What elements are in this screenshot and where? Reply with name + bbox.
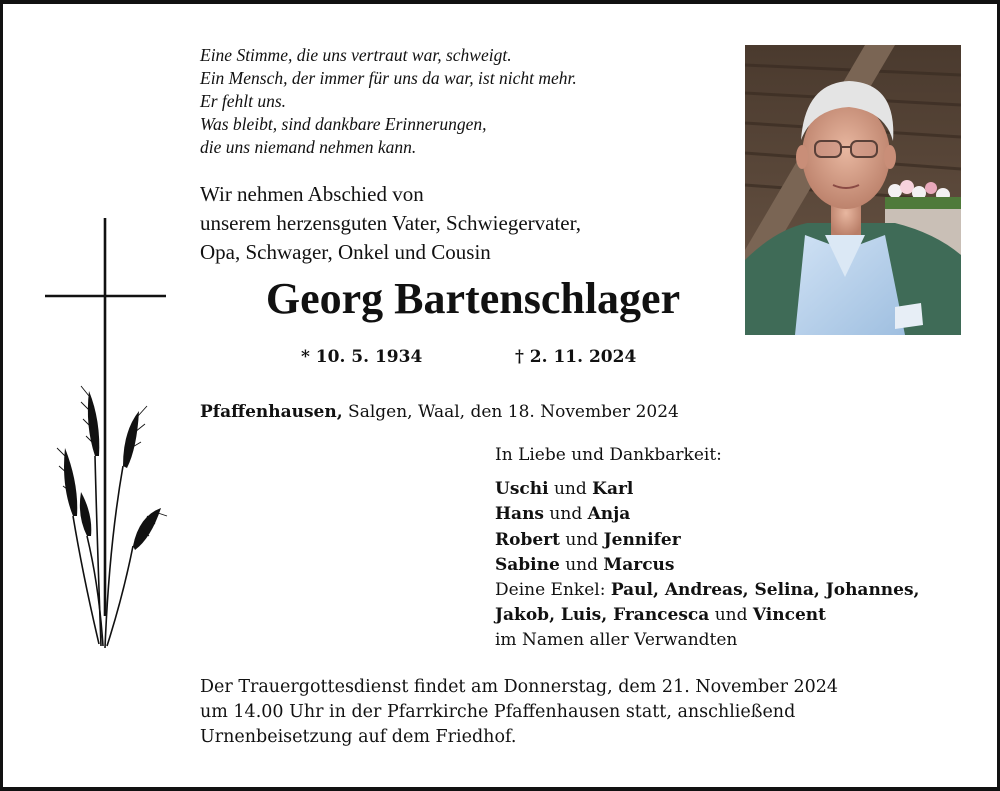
signer-name: Robert — [495, 529, 560, 550]
farewell-line: Opa, Schwager, Onkel und Cousin — [200, 240, 491, 264]
grandchildren-label: Deine Enkel: — [495, 580, 611, 601]
farewell-line: Wir nehmen Abschied von — [200, 182, 424, 206]
farewell-text — [200, 180, 720, 267]
death-date: † 2. 11. 2024 — [515, 347, 637, 367]
place-town: Pfaffenhausen, — [200, 402, 343, 422]
signer-name: Sabine — [495, 554, 560, 575]
conjunction: und — [709, 605, 753, 626]
portrait-photo — [745, 45, 961, 335]
service-info — [200, 675, 960, 750]
grandchildren-names: Jakob, Luis, Francesca — [495, 605, 710, 626]
signer-couple — [495, 502, 975, 527]
farewell-line: unserem herzensguten Vater, Schwiegervater, — [200, 211, 582, 235]
signers-block — [495, 443, 975, 654]
relatives-line: im Namen aller Verwandten — [495, 630, 738, 651]
grandchildren-names: Vincent — [752, 605, 826, 626]
signer-name: Hans — [495, 504, 545, 525]
grandchildren-line — [495, 603, 975, 628]
conjunction: und — [559, 529, 604, 550]
signer-couple — [495, 528, 975, 553]
poem — [200, 44, 700, 159]
poem-line: Eine Stimme, die uns vertraut war, schweigt. — [200, 45, 512, 65]
signer-name: Jennifer — [603, 529, 681, 550]
signer-couple — [495, 553, 975, 578]
conjunction: und — [544, 504, 588, 525]
signer-couple — [495, 477, 975, 502]
signer-name: Karl — [592, 479, 634, 500]
service-line: um 14.00 Uhr in der Pfarrkirche Pfaffenhausen statt, anschließend — [200, 702, 796, 722]
service-line: Urnenbeisetzung auf dem Friedhof. — [200, 727, 517, 747]
cross-with-wheat-icon — [43, 216, 173, 656]
conjunction: und — [548, 479, 593, 500]
poem-line: Was bleibt, sind dankbare Erinnerungen, — [200, 114, 487, 134]
signer-name: Uschi — [495, 479, 549, 500]
signers-intro: In Liebe und Dankbarkeit: — [495, 445, 722, 465]
service-line: Der Trauergottesdienst findet am Donnerstag, dem 21. November 2024 — [200, 677, 839, 697]
signer-name: Marcus — [603, 554, 675, 575]
poem-line: Ein Mensch, der immer für uns da war, ist nicht mehr. — [200, 68, 577, 88]
conjunction: und — [559, 554, 604, 575]
place-date — [200, 399, 679, 425]
birth-date: * 10. 5. 1934 — [301, 347, 423, 367]
place-rest: Salgen, Waal, den 18. November 2024 — [342, 402, 679, 422]
poem-line: Er fehlt uns. — [200, 91, 287, 111]
signer-name: Anja — [587, 504, 631, 525]
grandchildren-names: Paul, Andreas, Selina, Johannes, — [610, 580, 920, 601]
grandchildren-line — [495, 578, 975, 603]
poem-line: die uns niemand nehmen kann. — [200, 137, 417, 157]
deceased-name: Georg Bartenschlager — [265, 274, 681, 323]
